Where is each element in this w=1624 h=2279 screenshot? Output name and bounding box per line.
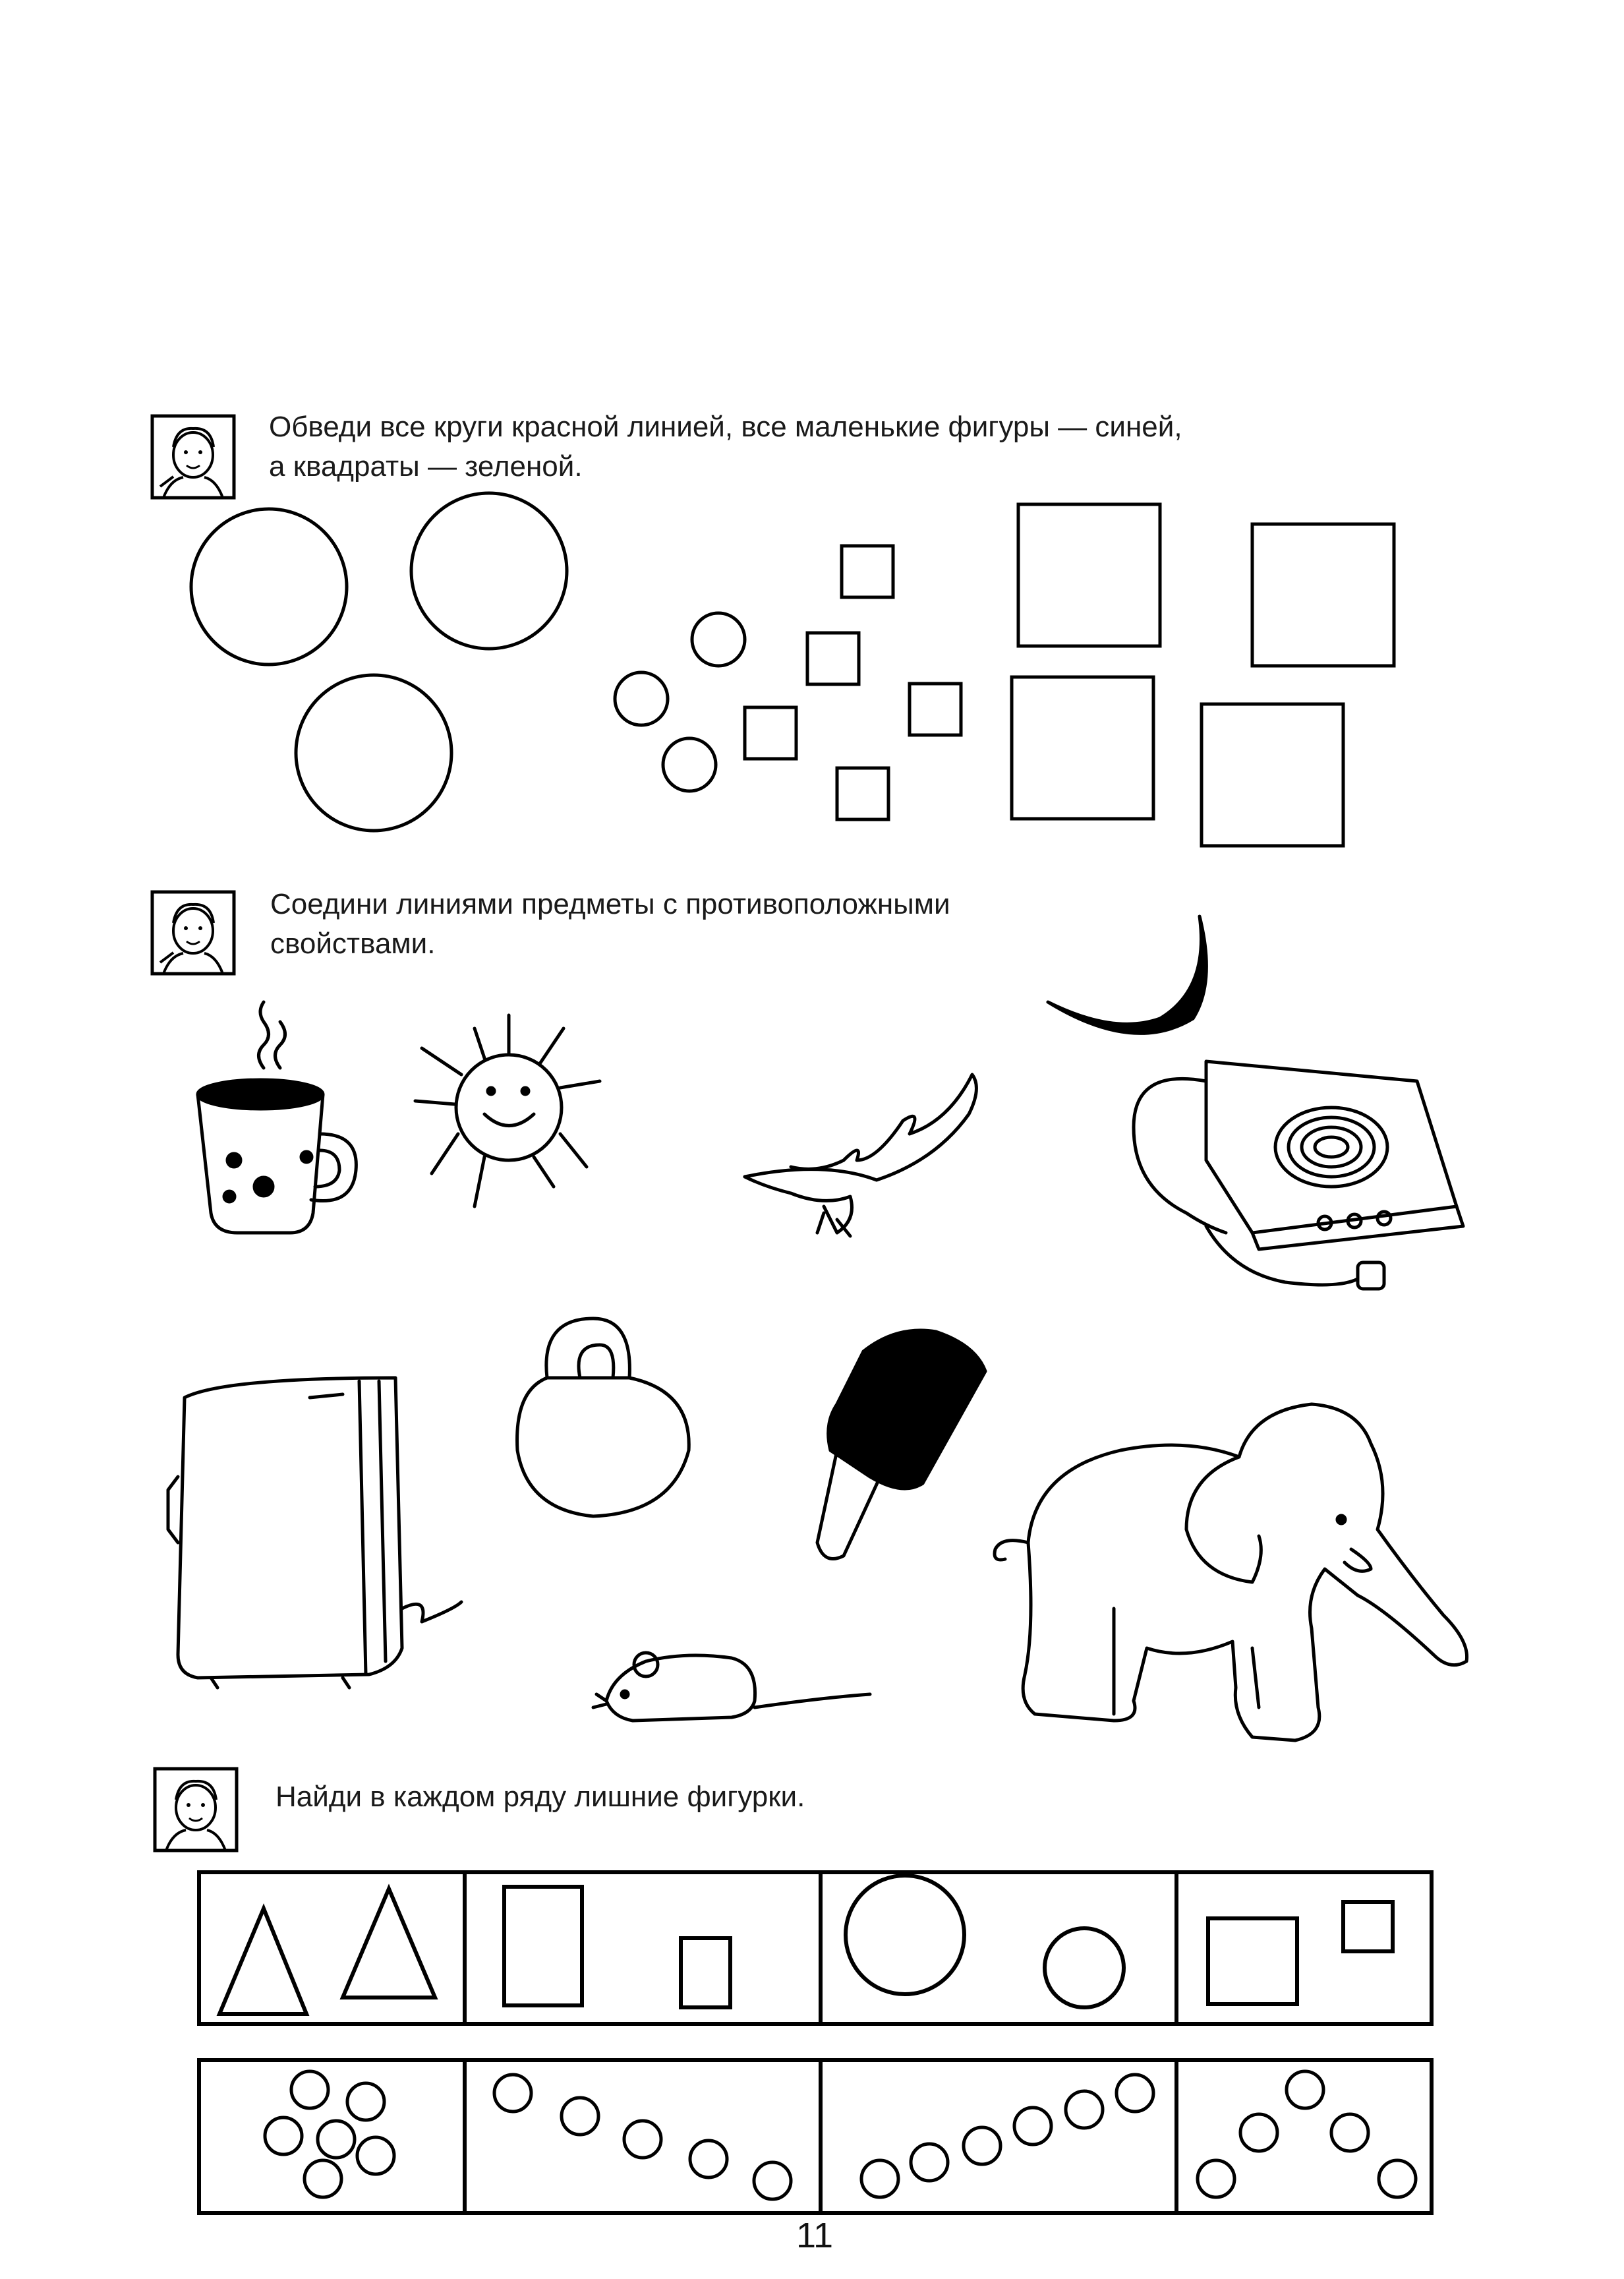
page-number: 11 xyxy=(796,2216,834,2255)
task1-instruction-line1: Обведи все круги красной линией, все маленькие фигуры — синей, xyxy=(269,411,1182,443)
circle xyxy=(846,1876,964,1994)
rectangle xyxy=(504,1887,582,2005)
task2-instruction-line1: Соедини линиями предметы с противоположными xyxy=(270,888,950,920)
grid-row-1 xyxy=(199,1872,1432,2024)
rectangle xyxy=(681,1938,730,2007)
square xyxy=(1343,1902,1393,1951)
triangle xyxy=(343,1889,435,1998)
grid-row-2 xyxy=(199,2060,1432,2213)
square xyxy=(1208,1918,1297,2004)
task3-instruction: Найди в каждом ряду лишние фигурки. xyxy=(276,1781,805,1813)
task1-instruction-line2: а квадраты — зеленой. xyxy=(269,450,583,483)
circle xyxy=(1045,1928,1124,2007)
task2-instruction-line2: свойствами. xyxy=(270,928,436,960)
triangle xyxy=(219,1909,306,2014)
